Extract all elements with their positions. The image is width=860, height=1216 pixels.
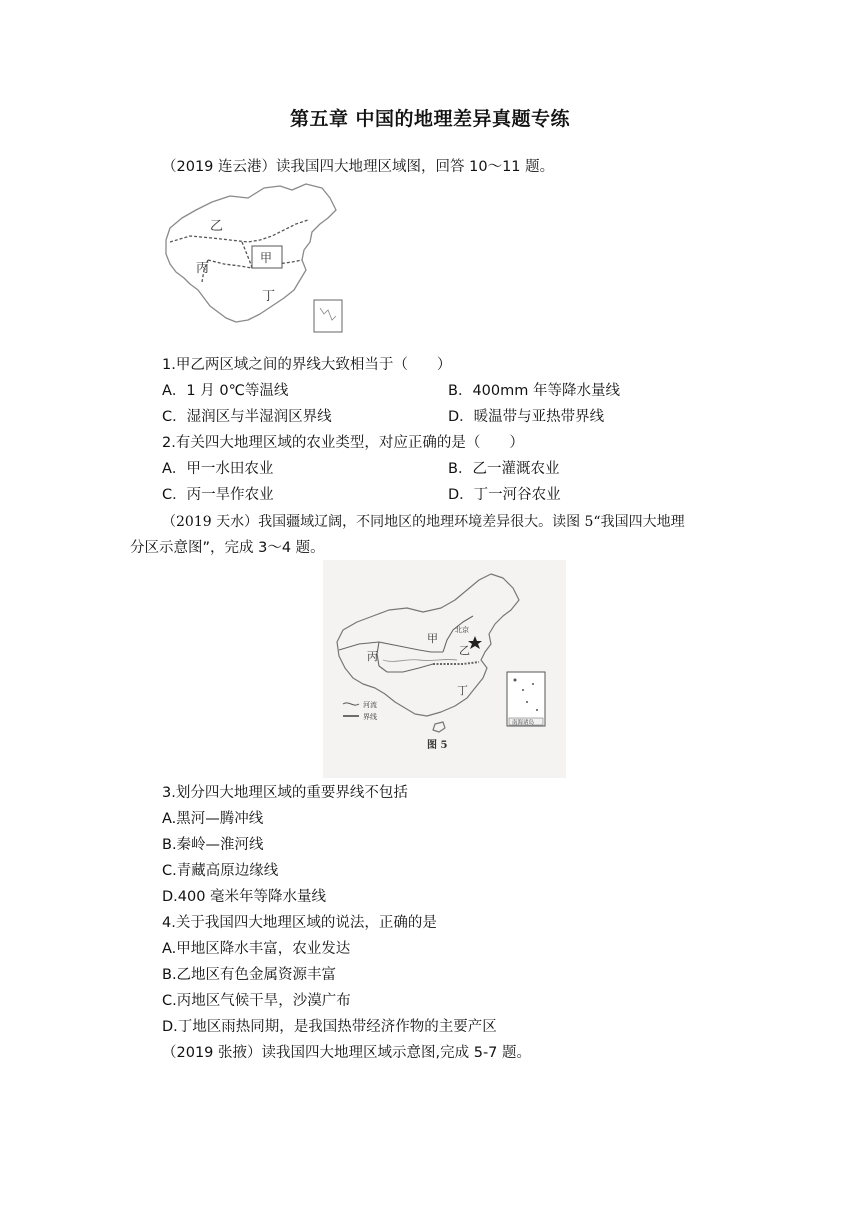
china-regions-map-1 bbox=[160, 180, 350, 335]
region-label-ding: 丁 bbox=[457, 684, 468, 697]
boundary-line bbox=[377, 642, 433, 672]
region-label-bing: 丙 bbox=[367, 650, 378, 663]
q3-option-d: D.400 毫米年等降水量线 bbox=[162, 889, 327, 905]
hainan-island bbox=[433, 722, 445, 732]
q3-option-b: B.秦岭—淮河线 bbox=[162, 837, 264, 853]
q4-option-a: A.甲地区降水丰富，农业发达 bbox=[162, 941, 351, 957]
page-title: 第五章 中国的地理差异真题专练 bbox=[289, 108, 571, 130]
boundary-line bbox=[433, 662, 479, 664]
boundary-line bbox=[242, 242, 252, 268]
china-outline bbox=[337, 574, 519, 716]
south-china-sea-inset bbox=[507, 672, 545, 726]
q4-option-c: C.丙地区气候干旱，沙漠广布 bbox=[162, 993, 351, 1009]
section1-intro: （2019 连云港）读我国四大地理区域图，回答 10～11 题。 bbox=[162, 159, 555, 175]
figure-caption: 图 5 bbox=[427, 740, 448, 751]
inset-label: 南海诸岛 bbox=[512, 720, 535, 726]
beijing-label: 北京 bbox=[455, 626, 469, 634]
q2-option-c: C．丙一旱作农业 bbox=[162, 487, 274, 503]
q2-option-d: D．丁一河谷农业 bbox=[448, 487, 561, 503]
legend-river-label: 河流 bbox=[363, 701, 377, 709]
q1-option-d: D．暖温带与亚热带界线 bbox=[448, 409, 605, 425]
q3-stem: 3.划分四大地理区域的重要界线不包括 bbox=[162, 785, 408, 801]
region-label-jia: 甲 bbox=[427, 632, 438, 645]
section2-intro-line1: （2019 天水）我国疆域辽阔，不同地区的地理环境差异很大。读图 5“我国四大地理 bbox=[162, 514, 685, 530]
south-china-sea-inset bbox=[314, 300, 342, 332]
q4-option-b: B.乙地区有色金属资源丰富 bbox=[162, 967, 337, 983]
legend-river-icon bbox=[343, 703, 359, 705]
region-label-bing: 丙 bbox=[196, 261, 210, 276]
china-regions-map-2 bbox=[323, 560, 566, 778]
q3-option-c: C.青藏高原边缘线 bbox=[162, 863, 279, 879]
region-label-ding: 丁 bbox=[262, 289, 276, 304]
q1-option-a: A．1 月 0℃等温线 bbox=[162, 383, 289, 399]
river bbox=[383, 659, 457, 661]
section3-intro: （2019 张掖）读我国四大地理区域示意图,完成 5-7 题。 bbox=[162, 1045, 532, 1061]
china-outline bbox=[166, 184, 336, 322]
q4-option-d: D.丁地区雨热同期，是我国热带经济作物的主要产区 bbox=[162, 1019, 497, 1035]
q4-stem: 4.关于我国四大地理区域的说法，正确的是 bbox=[162, 915, 437, 931]
legend-boundary-label: 界线 bbox=[363, 713, 377, 721]
beijing-star-icon bbox=[468, 636, 482, 649]
q2-option-a: A．甲一水田农业 bbox=[162, 461, 274, 477]
q3-option-a: A.黑河—腾冲线 bbox=[162, 811, 264, 827]
q1-option-c: C．湿润区与半湿润区界线 bbox=[162, 409, 332, 425]
q1-option-b: B．400mm 年等降水量线 bbox=[448, 383, 620, 399]
q1-stem: 1.甲乙两区域之间的界线大致相当于（ ） bbox=[162, 357, 452, 373]
region-label-yi: 乙 bbox=[459, 644, 470, 657]
q2-option-b: B．乙一灌溉农业 bbox=[448, 461, 560, 477]
q2-stem: 2.有关四大地理区域的农业类型，对应正确的是（ ） bbox=[162, 435, 524, 451]
section2-intro-line2: 分区示意图”，完成 3～4 题。 bbox=[130, 540, 325, 556]
boundary-line bbox=[170, 220, 308, 242]
region-label-jia: 甲 bbox=[260, 251, 273, 265]
region-label-yi: 乙 bbox=[210, 219, 224, 234]
legend bbox=[343, 700, 377, 721]
